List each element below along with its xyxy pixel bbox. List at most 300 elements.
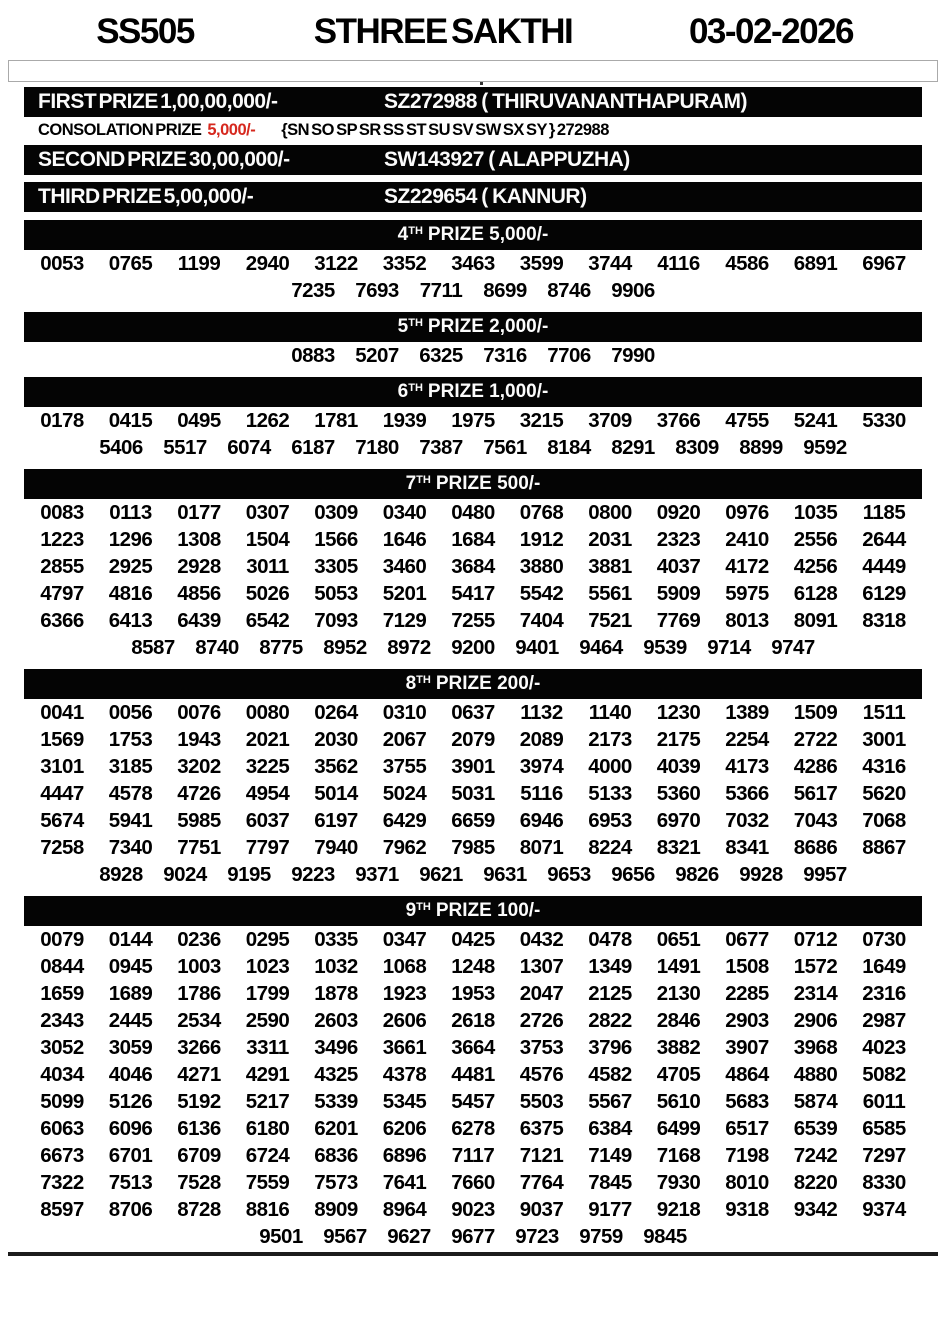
- prize-number: 1508: [725, 954, 769, 978]
- prize-number: 6891: [793, 251, 838, 275]
- prize-number: 8746: [547, 278, 591, 302]
- prize-number: 9023: [451, 1197, 495, 1221]
- prize-number: 2254: [725, 727, 769, 751]
- prize-number: 0076: [177, 700, 221, 724]
- prize-number: 5620: [862, 781, 906, 805]
- prize-number: 0264: [314, 700, 358, 724]
- number-row: [30, 1223, 916, 1250]
- section-title: 7TH PRIZE 500/-: [405, 473, 541, 494]
- prize-number: 5082: [862, 1062, 906, 1086]
- prize-number: 4291: [245, 1062, 290, 1086]
- prize-number: 8816: [245, 1197, 290, 1221]
- prize-number: 9567: [323, 1224, 367, 1248]
- prize-number: 5874: [793, 1089, 838, 1113]
- prize-section: [0, 377, 946, 461]
- prize-number: 4954: [245, 781, 290, 805]
- prize-number: 3185: [108, 754, 153, 778]
- prize-number: 6366: [40, 608, 84, 632]
- number-row: [30, 1196, 916, 1223]
- prize-number: 2067: [382, 727, 427, 751]
- prize-number: 7168: [656, 1143, 701, 1167]
- prize-number: 8341: [725, 835, 769, 859]
- prize-number: 3881: [588, 554, 632, 578]
- prize-number: 4256: [793, 554, 838, 578]
- prize-number: 2410: [725, 527, 769, 551]
- number-row: [30, 1115, 916, 1142]
- prize-number: 5975: [725, 581, 769, 605]
- prize-number: 3562: [314, 754, 358, 778]
- prize-number: 5339: [314, 1089, 358, 1113]
- prize-number: 3744: [588, 251, 632, 275]
- prize-number: 2906: [793, 1008, 838, 1032]
- prize-number: 3215: [519, 408, 564, 432]
- prize-number: 6128: [793, 581, 838, 605]
- prize-number: 1659: [40, 981, 84, 1005]
- prize-number: 8184: [547, 435, 591, 459]
- prize-number: 0177: [177, 500, 221, 524]
- prize-number: 3709: [588, 408, 632, 432]
- prize-number: 9826: [675, 862, 719, 886]
- prize-number: 6673: [40, 1143, 84, 1167]
- third-prize-winner: SZ229654 ( KANNUR): [384, 185, 587, 208]
- prize-number: 4481: [451, 1062, 495, 1086]
- prize-number: 0677: [725, 927, 769, 951]
- number-row: [30, 434, 916, 461]
- prize-number: 1349: [588, 954, 632, 978]
- prize-number: 4586: [725, 251, 769, 275]
- prize-number: 9631: [483, 862, 527, 886]
- prize-number: 9501: [259, 1224, 303, 1248]
- prize-number: 1140: [588, 700, 632, 724]
- number-row: [30, 834, 916, 861]
- prize-number: 5517: [163, 435, 207, 459]
- prize-number: 3684: [451, 554, 495, 578]
- prize-number: 0079: [40, 927, 84, 951]
- prize-number: 1781: [314, 408, 358, 432]
- prize-number: 1953: [451, 981, 495, 1005]
- prize-number: 5014: [314, 781, 358, 805]
- prize-number: 4447: [40, 781, 84, 805]
- prize-number: 5406: [99, 435, 143, 459]
- prize-number: 2855: [40, 554, 84, 578]
- consolation-row: [0, 117, 946, 143]
- prize-number: 9906: [611, 278, 655, 302]
- prize-number: 9342: [793, 1197, 838, 1221]
- prize-number: 3059: [108, 1035, 153, 1059]
- prize-number: 6136: [177, 1116, 221, 1140]
- prize-number: 5561: [588, 581, 632, 605]
- prize-number: 0310: [382, 700, 427, 724]
- prize-number: 5345: [382, 1089, 427, 1113]
- prize-number: 1509: [793, 700, 838, 724]
- prize-number: 5417: [451, 581, 495, 605]
- prize-number: 4578: [108, 781, 153, 805]
- section-number-rows: [0, 250, 946, 304]
- prize-number: 3664: [451, 1035, 495, 1059]
- number-row: [30, 526, 916, 553]
- prize-number: 9592: [803, 435, 847, 459]
- prize-number: 3225: [245, 754, 290, 778]
- prize-number: 5941: [108, 808, 153, 832]
- prize-number: 8013: [725, 608, 769, 632]
- prize-number: 8587: [131, 635, 175, 659]
- prize-number: 9374: [862, 1197, 906, 1221]
- prize-number: 8928: [99, 862, 143, 886]
- prize-number: 2987: [862, 1008, 906, 1032]
- prize-number: 1504: [245, 527, 290, 551]
- prize-number: 6037: [245, 808, 290, 832]
- prize-number: 5126: [108, 1089, 153, 1113]
- prize-number: 8091: [793, 608, 838, 632]
- number-row: [30, 1142, 916, 1169]
- prize-number: 6063: [40, 1116, 84, 1140]
- prize-number: 6542: [245, 608, 290, 632]
- prize-number: 0340: [382, 500, 427, 524]
- prize-section: [0, 469, 946, 661]
- number-row: [30, 807, 916, 834]
- prize-number: 1296: [108, 527, 153, 551]
- third-prize-bar: [24, 182, 922, 212]
- prize-number: 0080: [245, 700, 290, 724]
- prize-number: 6439: [177, 608, 221, 632]
- prize-number: 5610: [656, 1089, 701, 1113]
- prize-number: 1308: [177, 527, 221, 551]
- prize-number: 7797: [245, 835, 290, 859]
- prize-number: 5674: [40, 808, 84, 832]
- blank-input-strip[interactable]: [8, 60, 938, 82]
- prize-number: 9218: [656, 1197, 701, 1221]
- second-prize-bar: [24, 145, 922, 175]
- number-row: [30, 861, 916, 888]
- prize-number: 2445: [108, 1008, 153, 1032]
- number-row: [30, 953, 916, 980]
- prize-number: 1230: [656, 700, 701, 724]
- prize-number: 6709: [177, 1143, 221, 1167]
- prize-number: 7297: [862, 1143, 906, 1167]
- prize-number: 2940: [245, 251, 290, 275]
- prize-number: 9714: [707, 635, 751, 659]
- number-row: [30, 753, 916, 780]
- number-row: [30, 780, 916, 807]
- prize-number: 1799: [245, 981, 290, 1005]
- number-row: [30, 499, 916, 526]
- prize-number: 6539: [793, 1116, 838, 1140]
- prize-number: 8972: [387, 635, 431, 659]
- prize-number: 9177: [588, 1197, 632, 1221]
- prize-number: 4173: [725, 754, 769, 778]
- prize-number: 1646: [382, 527, 427, 551]
- section-title-bar: [24, 469, 922, 499]
- consolation-amount: 5,000/-: [207, 120, 256, 139]
- prize-number: 1491: [656, 954, 701, 978]
- prize-number: 9195: [227, 862, 271, 886]
- prize-number: 9539: [643, 635, 687, 659]
- prize-number: 6836: [314, 1143, 358, 1167]
- prize-number: 8686: [793, 835, 838, 859]
- prize-number: 0041: [40, 700, 84, 724]
- section-number-rows: [0, 499, 946, 661]
- prize-number: 9318: [725, 1197, 769, 1221]
- prize-number: 8309: [675, 435, 719, 459]
- prize-number: 3907: [725, 1035, 769, 1059]
- prize-number: 8220: [793, 1170, 838, 1194]
- prize-number: 7561: [483, 435, 527, 459]
- prize-number: 1223: [40, 527, 84, 551]
- prize-number: 7322: [40, 1170, 84, 1194]
- second-prize-label: SECOND PRIZE 30,00,000/-: [38, 148, 290, 171]
- section-title: 4TH PRIZE 5,000/-: [397, 224, 549, 245]
- prize-number: 9401: [515, 635, 559, 659]
- prize-number: 5567: [588, 1089, 632, 1113]
- prize-number: 2314: [793, 981, 838, 1005]
- prize-number: 5617: [793, 781, 838, 805]
- prize-number: 4378: [382, 1062, 427, 1086]
- prize-number: 9759: [579, 1224, 623, 1248]
- prize-number: 5192: [177, 1089, 221, 1113]
- prize-number: 0335: [314, 927, 358, 951]
- prize-number: 0480: [451, 500, 495, 524]
- prize-number: 9957: [803, 862, 847, 886]
- prize-number: 5053: [314, 581, 358, 605]
- prize-number: 7845: [588, 1170, 632, 1194]
- prize-number: 0976: [725, 500, 769, 524]
- prize-number: 0236: [177, 927, 221, 951]
- prize-number: 5217: [245, 1089, 290, 1113]
- prize-number: 3311: [246, 1035, 289, 1059]
- prize-number: 5031: [451, 781, 495, 805]
- prize-number: 7930: [656, 1170, 701, 1194]
- prize-number: 9037: [519, 1197, 564, 1221]
- prize-number: 0945: [108, 954, 153, 978]
- prize-number: 6967: [862, 251, 906, 275]
- prize-number: 0113: [109, 500, 152, 524]
- prize-number: 8597: [40, 1197, 84, 1221]
- second-prize-winner: SW143927 ( ALAPPUZHA): [384, 148, 630, 171]
- prize-number: 3463: [451, 251, 495, 275]
- prize-section: [0, 312, 946, 369]
- prize-number: 1975: [451, 408, 495, 432]
- prize-number: 5024: [382, 781, 427, 805]
- prize-number: 5360: [656, 781, 701, 805]
- prize-number: 1068: [382, 954, 427, 978]
- prize-number: 7990: [611, 343, 655, 367]
- number-row: [30, 699, 916, 726]
- caret-dot-artifact: [480, 82, 483, 85]
- prize-number: 3968: [793, 1035, 838, 1059]
- prize-number: 2030: [314, 727, 358, 751]
- prize-number: 6375: [519, 1116, 564, 1140]
- prize-number: 1572: [793, 954, 838, 978]
- prize-number: 3901: [451, 754, 495, 778]
- prize-number: 1035: [793, 500, 838, 524]
- draw-date: 03-02-2026: [688, 12, 854, 51]
- prize-number: 1003: [177, 954, 221, 978]
- prize-number: 4172: [725, 554, 769, 578]
- prize-number: 8291: [611, 435, 655, 459]
- number-row: [30, 1088, 916, 1115]
- prize-number: 2021: [245, 727, 290, 751]
- prize-number: 1684: [451, 527, 495, 551]
- prize-number: 7985: [451, 835, 495, 859]
- prize-number: 0844: [40, 954, 84, 978]
- number-row: [30, 1034, 916, 1061]
- prize-section: [0, 220, 946, 304]
- prize-number: 1566: [314, 527, 358, 551]
- prize-number: 7769: [656, 608, 701, 632]
- number-row: [30, 580, 916, 607]
- prize-number: 3101: [40, 754, 84, 778]
- prize-number: 2822: [588, 1008, 632, 1032]
- prize-number: 6074: [227, 435, 271, 459]
- prize-number: 6197: [314, 808, 358, 832]
- prize-number: 7235: [291, 278, 335, 302]
- section-title: 5TH PRIZE 2,000/-: [397, 316, 549, 337]
- prize-number: 7660: [451, 1170, 495, 1194]
- prize-number: 2089: [519, 727, 564, 751]
- prize-number: 6896: [382, 1143, 427, 1167]
- prize-number: 6499: [656, 1116, 701, 1140]
- prize-number: 0478: [588, 927, 632, 951]
- number-row: [30, 926, 916, 953]
- prize-number: 8318: [862, 608, 906, 632]
- prize-number: 6011: [862, 1089, 906, 1113]
- section-number-rows: [0, 699, 946, 888]
- prize-number: 1943: [177, 727, 221, 751]
- prize-number: 1786: [177, 981, 221, 1005]
- prize-number: 9928: [739, 862, 783, 886]
- prize-number: 7149: [588, 1143, 632, 1167]
- prize-number: 4576: [519, 1062, 564, 1086]
- prize-number: 0415: [108, 408, 153, 432]
- lottery-title: STHREE SAKTHI: [313, 12, 573, 51]
- prize-number: 7404: [519, 608, 564, 632]
- prize-number: 4046: [108, 1062, 153, 1086]
- prize-number: 6585: [862, 1116, 906, 1140]
- prize-number: 3202: [177, 754, 221, 778]
- prize-number: 5116: [520, 781, 563, 805]
- prize-number: 7559: [245, 1170, 290, 1194]
- prize-number: 0637: [451, 700, 495, 724]
- prize-number: 3882: [656, 1035, 701, 1059]
- prize-number: 3460: [382, 554, 427, 578]
- prize-number: 2722: [793, 727, 838, 751]
- prize-number: 8010: [725, 1170, 769, 1194]
- prize-number: 2644: [862, 527, 906, 551]
- prize-sections: [0, 220, 946, 1250]
- prize-number: 1199: [177, 251, 221, 275]
- prize-number: 4023: [862, 1035, 906, 1059]
- prize-number: 5457: [451, 1089, 495, 1113]
- prize-number: 5330: [862, 408, 906, 432]
- prize-number: 2846: [656, 1008, 701, 1032]
- prize-number: 4880: [793, 1062, 838, 1086]
- prize-number: 4797: [40, 581, 84, 605]
- prize-number: 7711: [419, 278, 463, 302]
- number-row: [30, 1169, 916, 1196]
- prize-number: 5503: [519, 1089, 564, 1113]
- first-prize-bar: [24, 87, 922, 117]
- consolation-series: {SN SO SP SR SS ST SU SV SW SX SY } 272988: [281, 120, 609, 139]
- prize-number: 9223: [291, 862, 335, 886]
- prize-number: 2590: [245, 1008, 290, 1032]
- prize-number: 6953: [588, 808, 632, 832]
- prize-number: 7706: [547, 343, 591, 367]
- prize-number: 0307: [245, 500, 290, 524]
- prize-number: 3266: [177, 1035, 221, 1059]
- prize-number: 2928: [177, 554, 221, 578]
- prize-number: 9723: [515, 1224, 559, 1248]
- prize-number: 8952: [323, 635, 367, 659]
- prize-number: 7751: [177, 835, 221, 859]
- prize-number: 6384: [588, 1116, 632, 1140]
- prize-number: 7121: [519, 1143, 564, 1167]
- prize-number: 8728: [177, 1197, 221, 1221]
- prize-number: 6659: [451, 808, 495, 832]
- prize-number: 1307: [519, 954, 564, 978]
- prize-number: 7573: [314, 1170, 358, 1194]
- prize-number: 4726: [177, 781, 221, 805]
- prize-number: 4755: [725, 408, 769, 432]
- prize-number: 3052: [40, 1035, 84, 1059]
- prize-number: 6701: [108, 1143, 153, 1167]
- prize-number: 4856: [177, 581, 221, 605]
- prize-number: 0432: [519, 927, 564, 951]
- prize-number: 3352: [382, 251, 427, 275]
- section-number-rows: [0, 342, 946, 369]
- prize-number: 7641: [382, 1170, 427, 1194]
- prize-number: 8706: [108, 1197, 153, 1221]
- prize-number: 2726: [519, 1008, 564, 1032]
- prize-number: 8899: [739, 435, 783, 459]
- prize-number: 0800: [588, 500, 632, 524]
- number-row: [30, 277, 916, 304]
- prize-number: 4316: [862, 754, 906, 778]
- bottom-divider: [8, 1252, 938, 1256]
- prize-number: 7180: [355, 435, 399, 459]
- prize-number: 1923: [382, 981, 427, 1005]
- prize-number: 2047: [519, 981, 564, 1005]
- number-row: [30, 980, 916, 1007]
- prize-number: 3766: [656, 408, 701, 432]
- prize-number: 2618: [451, 1008, 495, 1032]
- prize-number: 4705: [656, 1062, 701, 1086]
- prize-number: 0768: [519, 500, 564, 524]
- prize-number: 3974: [519, 754, 564, 778]
- prize-number: 2323: [656, 527, 701, 551]
- prize-number: 3880: [519, 554, 564, 578]
- prize-number: 6517: [725, 1116, 769, 1140]
- prize-number: 9200: [451, 635, 495, 659]
- prize-number: 7316: [483, 343, 527, 367]
- prize-number: 1511: [862, 700, 906, 724]
- prize-number: 5099: [40, 1089, 84, 1113]
- prize-number: 3661: [382, 1035, 427, 1059]
- prize-number: 1569: [40, 727, 84, 751]
- prize-number: 0883: [291, 343, 335, 367]
- prize-number: 1132: [520, 700, 563, 724]
- prize-number: 2603: [314, 1008, 358, 1032]
- prize-number: 4582: [588, 1062, 632, 1086]
- prize-number: 8321: [656, 835, 701, 859]
- prize-number: 0425: [451, 927, 495, 951]
- prize-number: 8775: [259, 635, 303, 659]
- prize-number: 2534: [177, 1008, 221, 1032]
- prize-number: 3753: [519, 1035, 564, 1059]
- prize-number: 7340: [108, 835, 153, 859]
- prize-number: 6201: [314, 1116, 358, 1140]
- number-row: [30, 407, 916, 434]
- prize-number: 0347: [382, 927, 427, 951]
